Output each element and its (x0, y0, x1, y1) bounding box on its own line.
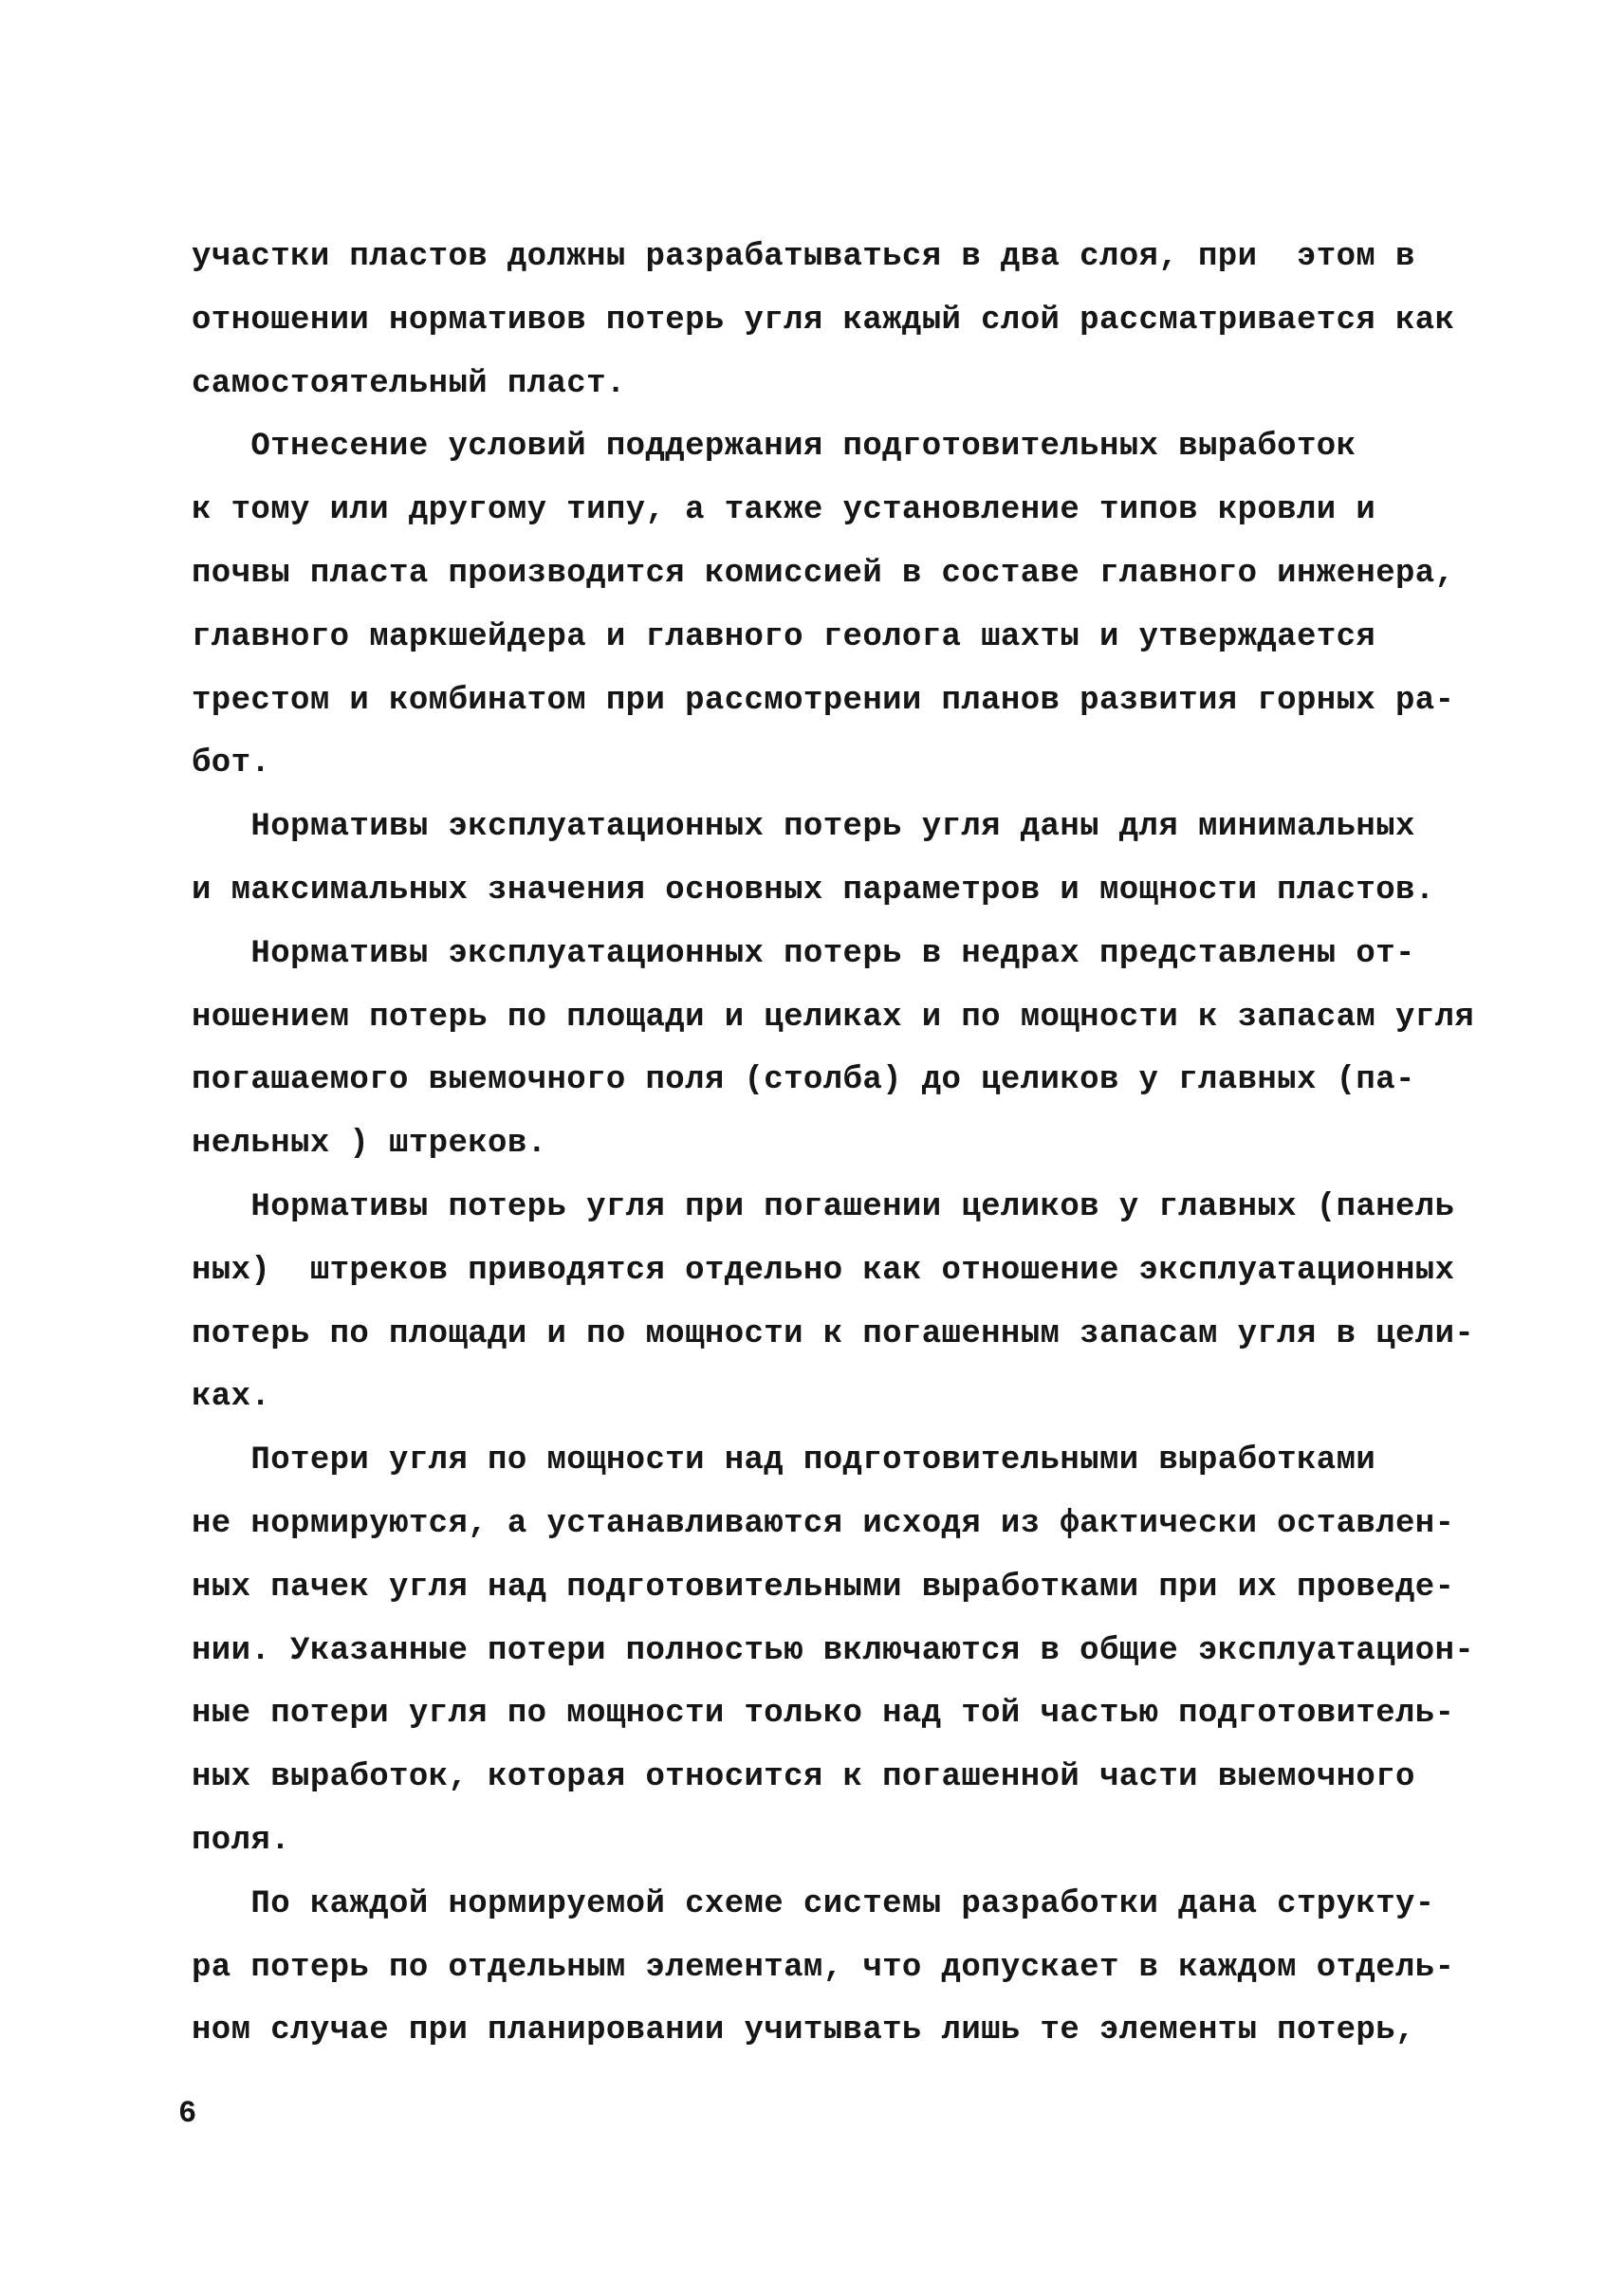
text-line: ном случае при планировании учитывать лишь те элементы потерь, (192, 2012, 1415, 2049)
text-line: бот. (192, 745, 271, 782)
text-line: Отнесение условий поддержания подготовительных выработок (192, 429, 1356, 466)
text-line: нии. Указанные потери полностью включаются в общие эксплуатацион- (192, 1632, 1475, 1669)
text-line: нельных ) штреков. (192, 1126, 547, 1163)
text-line: не нормируются, а устанавливаются исходя из фактически оставлен- (192, 1505, 1455, 1542)
text-line: участки пластов должны разрабатываться в два слоя, при этом в (192, 239, 1415, 275)
text-line: поля. (192, 1822, 291, 1859)
text-line: Нормативы эксплуатационных потерь в недрах представлены от- (192, 935, 1415, 972)
text-line: ных) штреков приводятся отдельно как отношение эксплуатационных (192, 1252, 1455, 1289)
text-line: Нормативы потерь угля при погашении целиков у главных (панель (192, 1188, 1455, 1225)
text-line: По каждой нормируемой схеме системы разработки дана структу- (192, 1885, 1435, 1922)
text-line: ра потерь по отдельным элементам, что допускает в каждом отдель- (192, 1949, 1455, 1986)
text-line: ных выработок, которая относится к погашенной части выемочного (192, 1759, 1415, 1796)
page-number: 6 (178, 2096, 197, 2131)
text-line: ках. (192, 1379, 271, 1416)
text-line: ные потери угля по мощности только над той частью подготовитель- (192, 1696, 1455, 1733)
text-line: трестом и комбинатом при рассмотрении планов развития горных ра- (192, 682, 1455, 719)
text-line: к тому или другому типу, а также установление типов кровли и (192, 492, 1376, 529)
body-text (192, 226, 1475, 2063)
text-line: главного маркшейдера и главного геолога шахты и утверждается (192, 618, 1376, 655)
text-line: ношением потерь по площади и целиках и по мощности к запасам угля (192, 999, 1475, 1036)
text-line: отношении нормативов потерь угля каждый слой рассматривается как (192, 302, 1455, 339)
text-line: и максимальных значения основных параметров и мощности пластов. (192, 872, 1435, 909)
text-line: ных пачек угля над подготовительными выработками при их проведе- (192, 1569, 1455, 1606)
text-line: Потери угля по мощности над подготовительными выработками (192, 1442, 1376, 1479)
text-line: погашаемого выемочного поля (столба) до целиков у главных (па- (192, 1062, 1415, 1099)
text-line: потерь по площади и по мощности к погашенным запасам угля в цели- (192, 1315, 1475, 1352)
text-line: Нормативы эксплуатационных потерь угля даны для минимальных (192, 809, 1415, 846)
text-line: самостоятельный пласт. (192, 365, 626, 402)
text-line: почвы пласта производится комиссией в составе главного инженера, (192, 555, 1455, 592)
